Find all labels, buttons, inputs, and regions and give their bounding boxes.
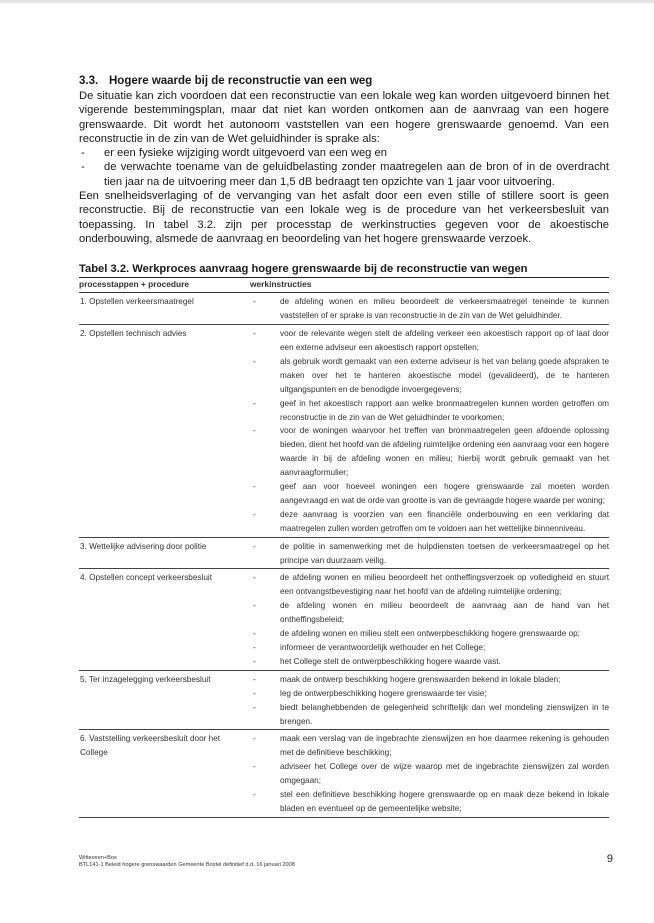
instruction-list — [250, 732, 609, 815]
process-step: 6. Vaststelling verkeersbesluit door het College — [79, 730, 250, 817]
process-step: 2. Opstellen technisch advies — [79, 325, 250, 538]
work-instructions — [250, 293, 609, 325]
table-row — [79, 670, 609, 730]
process-step: 1. Opstellen verkeersmaatregel — [79, 293, 250, 325]
page-footer — [79, 855, 612, 869]
instruction-item: - als gebruik wordt gemaakt van een externe adviseur is het van belang goede afspraken te maken over het te hanteren akoestische model (gevalideerd), de te hanteren uitgangspunten en de benodigde invoergegevens; — [250, 355, 609, 397]
section-heading — [79, 74, 609, 88]
work-instructions — [250, 670, 609, 730]
table-body — [79, 293, 609, 818]
table-row — [79, 293, 609, 325]
instruction-list — [250, 540, 609, 568]
page-number: 9 — [606, 853, 613, 865]
column-header-steps: processtappen + procedure — [79, 278, 250, 293]
section-number: 3.3. — [79, 75, 99, 87]
instruction-item: - stel een definitieve beschikking hogere grenswaarde op en maak deze bekend in lokale bladen en eventueel op de gemeentelijke website; — [250, 788, 609, 816]
instruction-item: - de afdeling wonen en milieu beoordeelt het ontheffingsverzoek op volledigheid en stuurt een ontvangstbevestiging naar het hoofd van de afdeling ruimtelijke ordening; — [250, 571, 609, 599]
instruction-item: - adviseer het College over de wijze waarop met de ingebrachte zienswijzen zal worden omgegaan; — [250, 760, 609, 788]
intro-paragraph: De situatie kan zich voordoen dat een reconstructie van een lokale weg kan worden uitgevoerd binnen het vigerende bestemmingsplan, maar dat niet kan worden ontkomen aan de aanvraag van een hogere grenswaarde. Dit wordt het autonoom vaststellen van een hogere grenswaarde genoemd. Van een reconstructie in de zin van de Wet geluidhinder is sprake als: — [79, 90, 609, 145]
process-step: 5. Ter inzagelegging verkeersbesluit — [79, 670, 250, 730]
condition-item: - er een fysieke wijziging wordt uitgevoerd van een weg en — [79, 146, 609, 160]
process-step: 3. Wettelijke advisering door politie — [79, 537, 250, 569]
table-row — [79, 325, 609, 538]
work-instructions — [250, 325, 609, 538]
instruction-list — [250, 571, 609, 668]
instruction-item: - de afdeling wonen en milieu stelt een ontwerpbeschikking hogere grenswaarde op; — [250, 627, 609, 641]
page-top-edge — [0, 0, 654, 3]
work-instructions — [250, 730, 609, 817]
instruction-list — [250, 295, 609, 323]
instruction-item: - maak de ontwerp beschikking hogere grenswaarden bekend in lokale bladen; — [250, 673, 609, 687]
conditions-list — [79, 146, 609, 189]
condition-item: - de verwachte toename van de geluidbelasting zonder maatregelen aan de bron of in de overdracht tien jaar na de uitvoering meer dan 1,5 dB bedraagt ten opzichte van 1 jaar voor uitvoering. — [79, 160, 609, 189]
instruction-item: - het College stelt de ontwerpbeschikking hogere waarde vast. — [250, 655, 609, 669]
table-row — [79, 569, 609, 670]
footer-reference: BTL141-1 Beleid hogere grenswaarden Gemeente Boxtel definitief d.d. 16 januari 2008 — [79, 862, 295, 868]
instruction-item: - geef in het akoestisch rapport aan welke bronmaatregelen kunnen worden getroffen om reconstructie in de zin van de Wet geluidhinder te voorkomen; — [250, 397, 609, 425]
instruction-item: - voor de relevante wegen stelt de afdeling verkeer een akoestisch rapport op of laat door een externe adviseur een akoestisch rapport opstellen; — [250, 327, 609, 355]
document-content — [79, 74, 609, 818]
workprocess-table — [79, 278, 609, 818]
instruction-list — [250, 327, 609, 536]
table-row — [79, 730, 609, 817]
instruction-item: - maak een verslag van de ingebrachte zienswijzen en hoe daarmee rekening is gehouden met de definitieve beschikking; — [250, 732, 609, 760]
instruction-item: - de politie in samenwerking met de hulpdiensten toetsen de verkeersmaatregel op het principe van duurzaam veilig. — [250, 540, 609, 568]
footer-company: Witteveen+Bos — [79, 855, 117, 861]
instruction-item: - de afdeling wonen en milieu beoordeelt de aanvraag aan de hand van het ontheffingsbeleid; — [250, 599, 609, 627]
instruction-item: - deze aanvraag is voorzien van een financiële onderbouwing en een verklaring dat maatregelen zullen worden getroffen om te voldoen aan het wettelijke binnenniveau. — [250, 508, 609, 536]
instruction-item: - voor de woningen waarvoor het treffen van bronmaatregelen geen afdoende oplossing bieden, dient het hoofd van de afdeling ruimtelijke ordening een aanvraag voor een hogere waarde in bij de afdeling wonen en milieu; hierbij wordt gebruik gemaakt van het aanvraagformulier; — [250, 424, 609, 480]
process-step: 4. Opstellen concept verkeersbesluit — [79, 569, 250, 670]
instruction-item: - de afdeling wonen en milieu beoordeelt de verkeersmaatregel teneinde te kunnen vaststellen of er sprake is van reconstructie in de zin van de Wet geluidhinder. — [250, 295, 609, 323]
outro-paragraph: Een snelheidsverlaging of de vervanging van het asfalt door een even stille of stillere soort is geen reconstructie. Bij de reconstructie van een lokale weg is de procedure van het verkeersbesluit van toepassing. In tabel 3.2. zijn per processtap de werkinstructies gegeven voor de akoestische onderbouwing, alsmede de aanvraag en beoordeling van het hogere grenswaarde verzoek. — [79, 190, 609, 245]
table-header-row — [79, 278, 609, 293]
table-caption: Tabel 3.2. Werkproces aanvraag hogere grenswaarde bij de reconstructie van wegen — [79, 262, 609, 278]
table-row — [79, 537, 609, 569]
section-title: Hogere waarde bij de reconstructie van een weg — [109, 75, 373, 87]
work-instructions — [250, 569, 609, 670]
instruction-item: - informeer de verantwoordelijk wethouder en het College; — [250, 641, 609, 655]
instruction-list — [250, 673, 609, 729]
work-instructions — [250, 537, 609, 569]
instruction-item: - geef aan voor hoeveel woningen een hogere grenswaarde zal moeten worden aangevraagd en wat de orde van grootte is van de gevraagde hogere waarde per woning; — [250, 480, 609, 508]
instruction-item: - biedt belanghebbenden de gelegenheid schriftelijk dan wel mondeling zienswijzen in te brengen. — [250, 701, 609, 729]
instruction-item: - leg de ontwerpbeschikking hogere grenswaarde ter visie; — [250, 687, 609, 701]
column-header-instructions: werkinstructies — [250, 278, 609, 293]
